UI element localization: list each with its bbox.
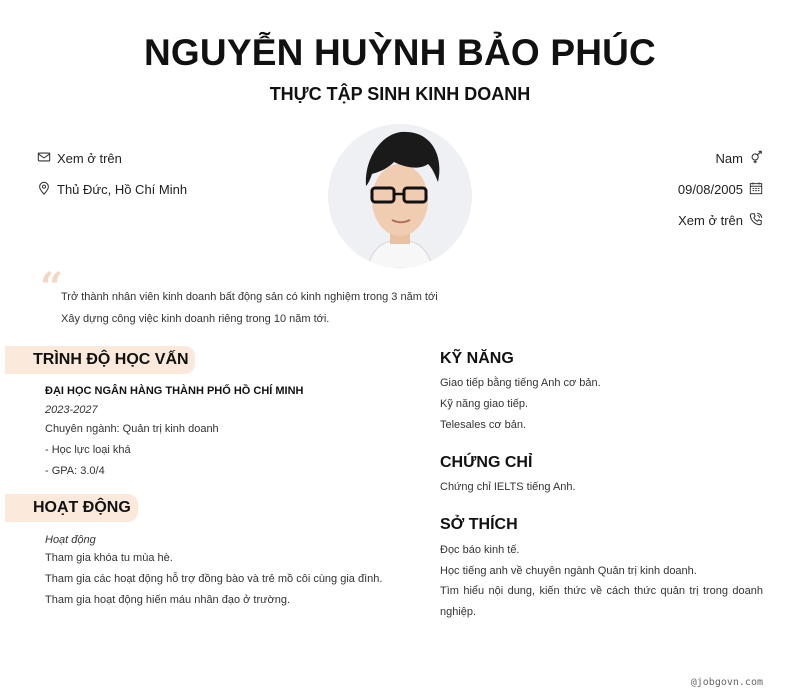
location-icon (37, 181, 51, 198)
hobby-item: Đọc báo kinh tế. (440, 544, 520, 556)
skill-item: Giao tiếp bằng tiếng Anh cơ bản. (440, 377, 601, 389)
education-heading: TRÌNH ĐỘ HỌC VẤN (5, 346, 195, 374)
birthday-text: 09/08/2005 (677, 182, 743, 197)
education-detail: - GPA: 3.0/4 (45, 465, 105, 477)
gender-contact (716, 150, 763, 167)
calendar-icon (749, 181, 763, 198)
education-detail: - Học lực loại khá (45, 444, 131, 456)
gender-icon (749, 150, 763, 167)
email-text: Xem ở trên (57, 151, 122, 166)
skills-heading: KỸ NĂNG (440, 350, 514, 367)
watermark: @jobgovn.com (690, 677, 763, 688)
hobby-item: Tìm hiểu nội dung, kiến thức về cách thức quản trị trong doanh nghiệp. (440, 585, 763, 618)
skill-item: Kỹ năng giao tiếp. (440, 398, 529, 410)
email-contact (37, 150, 122, 167)
phone-icon (749, 212, 763, 229)
education-period: 2023-2027 (45, 404, 98, 416)
education-detail: Chuyên ngành: Quản trị kinh doanh (45, 423, 219, 435)
job-title: THỰC TẬP SINH KINH DOANH (269, 84, 531, 104)
objective-line-1: Trở thành nhân viên kinh doanh bất động sản có kinh nghiệm trong 3 năm tới (61, 291, 438, 303)
certificate-item: Chứng chỉ IELTS tiếng Anh. (440, 481, 576, 493)
gender-text: Nam (715, 151, 743, 166)
skill-item: Telesales cơ bản. (440, 419, 527, 431)
activity-item: Tham gia khóa tu mùa hè. (45, 552, 173, 564)
activity-item: Tham gia hoạt động hiến máu nhân đạo ở trường. (45, 594, 291, 606)
school-name: ĐẠI HỌC NGÂN HÀNG THÀNH PHỐ HỒ CHÍ MINH (45, 385, 304, 397)
profile-photo (328, 124, 472, 268)
certificates-heading: CHỨNG CHỈ (440, 454, 533, 471)
mail-icon (37, 150, 51, 167)
objective-line-2: Xây dựng công việc kinh doanh riêng trong 10 năm tới. (61, 313, 330, 325)
candidate-name: NGUYỄN HUỲNH BẢO PHÚC (144, 32, 656, 73)
activities-heading: HOẠT ĐỘNG (5, 494, 138, 522)
activities-subtitle: Hoạt động (45, 534, 96, 546)
phone-contact (678, 212, 763, 229)
phone-text: Xem ở trên (678, 213, 743, 228)
activity-item: Tham gia các hoạt động hỗ trợ đồng bào và trẻ mồ côi cùng gia đình. (45, 573, 383, 585)
quote-icon: “ (40, 264, 64, 311)
address-text: Thủ Đức, Hồ Chí Minh (57, 182, 188, 197)
birthday-contact (678, 181, 763, 198)
hobbies-heading: SỞ THÍCH (440, 516, 518, 533)
hobby-item: Học tiếng anh về chuyên ngành Quản trị kinh doanh. (440, 565, 697, 577)
address-contact (37, 181, 187, 198)
